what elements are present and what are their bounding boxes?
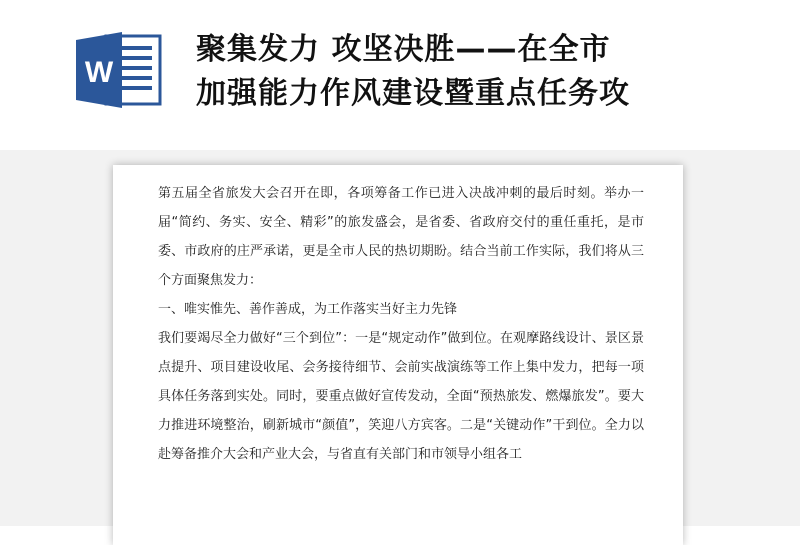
title-line-2: 加强能力作风建设暨重点任务攻: [196, 76, 630, 111]
document-page: [113, 165, 683, 545]
word-icon: [76, 30, 164, 110]
document-title: [196, 28, 786, 116]
paragraph-intro: 第五届全省旅发大会召开在即，各项筹备工作已进入决战冲刺的最后时刻。举办一届“简约、务实、安全、精彩”的旅发盛会，是省委、省政府交付的重任重托，是市委、市政府的庄严承诺，更是全市人民的热切期盼。结合当前工作实际，我们将从三个方面聚焦发力：: [158, 186, 644, 288]
title-line-1: 聚集发力 攻坚决胜——在全市: [196, 32, 611, 67]
paragraph-section-1: 我们要竭尽全力做好“三个到位”：一是“规定动作”做到位。在观摩路线设计、景区景点提升、项目建设收尾、会务接待细节、会前实战演练等工作上集中发力，把每一项具体任务落到实处。同时，要重点做好宣传发动，全面“预热旅发、燃爆旅发”。要大力推进环境整治，刷新城市“颜值”，笑迎八方宾客。二是“关键动作”干到位。全力以赴筹备推介大会和产业大会，与省直有关部门和市领导小组各工: [158, 331, 644, 462]
section-heading: 一、唯实惟先、善作善成，为工作落实当好主力先锋: [158, 302, 458, 317]
document-header: [0, 0, 800, 150]
word-icon-letter: W: [84, 56, 114, 89]
document-body: [158, 179, 644, 469]
